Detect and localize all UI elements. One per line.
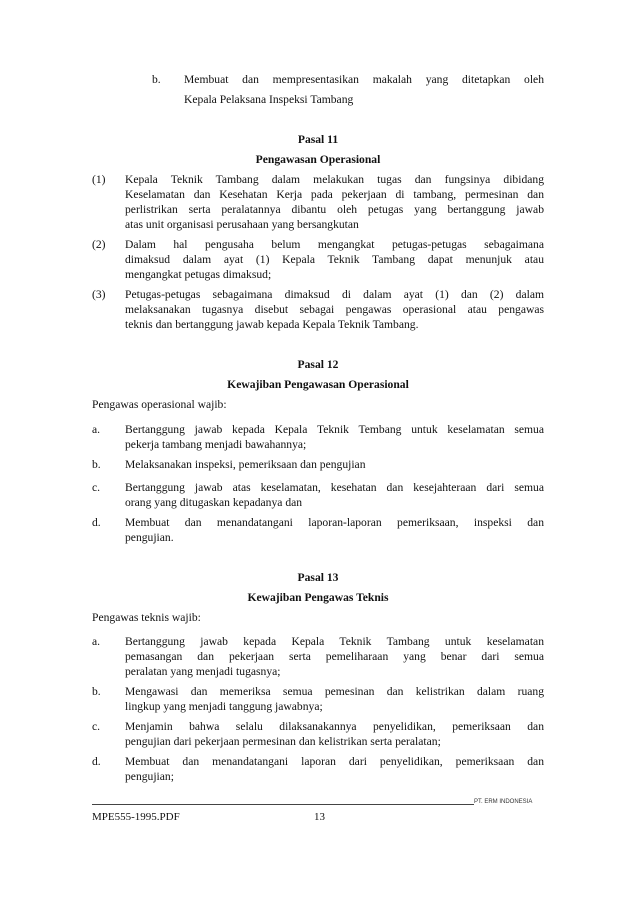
footer-page-number: 13 <box>314 811 325 823</box>
intro-line-1: Membuat dan mempresentasikan makalah yang ditetapkan oleh <box>184 73 544 86</box>
pasal-13-item-a-line-3: peralatan yang menjadi tugasnya; <box>125 665 281 678</box>
intro-line-2: Kepala Pelaksana Inspeksi Tambang <box>184 93 354 106</box>
pasal-12-item-c-line-1: Bertanggung jawab atas keselamatan, kesehatan dan kesejahteraan dari semua <box>125 481 544 494</box>
footer-company: PT. ERM INDONESIA <box>474 799 533 805</box>
pasal-11-title: Pengawasan Operasional <box>255 153 381 166</box>
pasal-12-item-c-marker: c. <box>92 481 101 494</box>
pasal-12-title: Kewajiban Pengawasan Operasional <box>227 378 409 391</box>
pasal-11-number: Pasal 11 <box>297 133 339 146</box>
pasal-12-item-d-marker: d. <box>92 516 101 529</box>
pasal-13-item-b-line-1: Mengawasi dan memeriksa semua pemesinan dan kelistrikan dalam ruang <box>125 685 544 698</box>
pasal-13-item-b-marker: b. <box>92 685 101 698</box>
pasal-13-item-b-line-2: lingkup yang menjadi tanggung jawabnya; <box>125 700 323 713</box>
pasal-12-item-b-line-1: Melaksanakan inspeksi, pemeriksaan dan pengujian <box>125 458 366 471</box>
pasal-11-item-2-line-3: mengangkat petugas dimaksud; <box>125 268 272 281</box>
pasal-11-item-2-line-1: Dalam hal pengusaha belum mengangkat petugas-petugas sebagaimana <box>125 238 544 251</box>
footer-file-name: MPE555-1995.PDF <box>92 811 180 823</box>
pasal-11-item-1-line-1: Kepala Teknik Tambang dalam melakukan tugas dan fungsinya dibidang <box>125 173 544 186</box>
pasal-12-item-a-line-1: Bertanggung jawab kepada Kepala Teknik Tembang untuk keselamatan semua <box>125 423 544 436</box>
footer-rule <box>92 804 474 805</box>
pasal-12-item-a-marker: a. <box>92 423 101 436</box>
pasal-12-number: Pasal 12 <box>297 358 339 371</box>
pasal-13-title: Kewajiban Pengawas Teknis <box>247 591 389 604</box>
pasal-12-item-a-line-2: pekerja tambang menjadi bawahannya; <box>125 438 307 451</box>
pasal-12-item-d-line-2: pengujian. <box>125 531 174 544</box>
intro-marker: b. <box>152 73 161 86</box>
pasal-13-item-d-line-1: Membuat dan menandatangani laporan dari penyelidikan, pemeriksaan dan <box>125 755 544 768</box>
pasal-11-item-3-marker: (3) <box>92 288 106 301</box>
pasal-12-item-d-line-1: Membuat dan menandatangani laporan-laporan pemeriksaan, inspeksi dan <box>125 516 544 529</box>
pasal-11-item-1-marker: (1) <box>92 173 106 186</box>
pasal-11-item-3-line-1: Petugas-petugas sebagaimana dimaksud di dalam ayat (1) dan (2) dalam <box>125 288 544 301</box>
pasal-13-item-c-line-1: Menjamin bahwa selalu dilaksanakannya penyelidikan, pemeriksaan dan <box>125 720 544 733</box>
pasal-13-item-a-line-2: pemasangan dan pekerjaan serta pemeliharaan yang benar dari semua <box>125 650 544 663</box>
pasal-13-item-a-marker: a. <box>92 635 101 648</box>
pasal-13-item-c-line-2: pengujian dari pekerjaan permesinan dan kelistrikan serta peralatan; <box>125 735 441 748</box>
pasal-11-item-3-line-2: melaksanakan tugasnya disebut sebagai pengawas operasional atau pengawas <box>125 303 544 316</box>
pasal-13-item-a-line-1: Bertanggung jawab kepada Kepala Teknik Tambang untuk keselamatan <box>125 635 544 648</box>
pasal-11-item-1-line-3: perlistrikan serta peralatannya dibantu oleh petugas yang bertanggung jawab <box>125 203 544 216</box>
pasal-11-item-1-line-4: atas unit organisasi perusahaan yang bersangkutan <box>125 218 359 231</box>
pasal-13-item-d-marker: d. <box>92 755 101 768</box>
pasal-13-lead: Pengawas teknis wajib: <box>92 611 201 624</box>
pasal-11-item-1-line-2: Keselamatan dan Kesehatan Kerja pada pekerjaan di tambang, permesinan dan <box>125 188 544 201</box>
pasal-13-item-d-line-2: pengujian; <box>125 770 174 783</box>
pasal-12-item-b-marker: b. <box>92 458 101 471</box>
pasal-12-item-c-line-2: orang yang ditugaskan kepadanya dan <box>125 496 303 509</box>
pasal-11-item-2-line-2: dimaksud dalam ayat (1) Kepala Teknik Tambang dapat menunjuk atau <box>125 253 544 266</box>
pasal-11-item-2-marker: (2) <box>92 238 106 251</box>
pasal-13-number: Pasal 13 <box>297 571 339 584</box>
pasal-11-item-3-line-3: teknis dan bertanggung jawab kepada Kepala Teknik Tambang. <box>125 318 419 331</box>
pasal-13-item-c-marker: c. <box>92 720 101 733</box>
pasal-12-lead: Pengawas operasional wajib: <box>92 398 227 411</box>
